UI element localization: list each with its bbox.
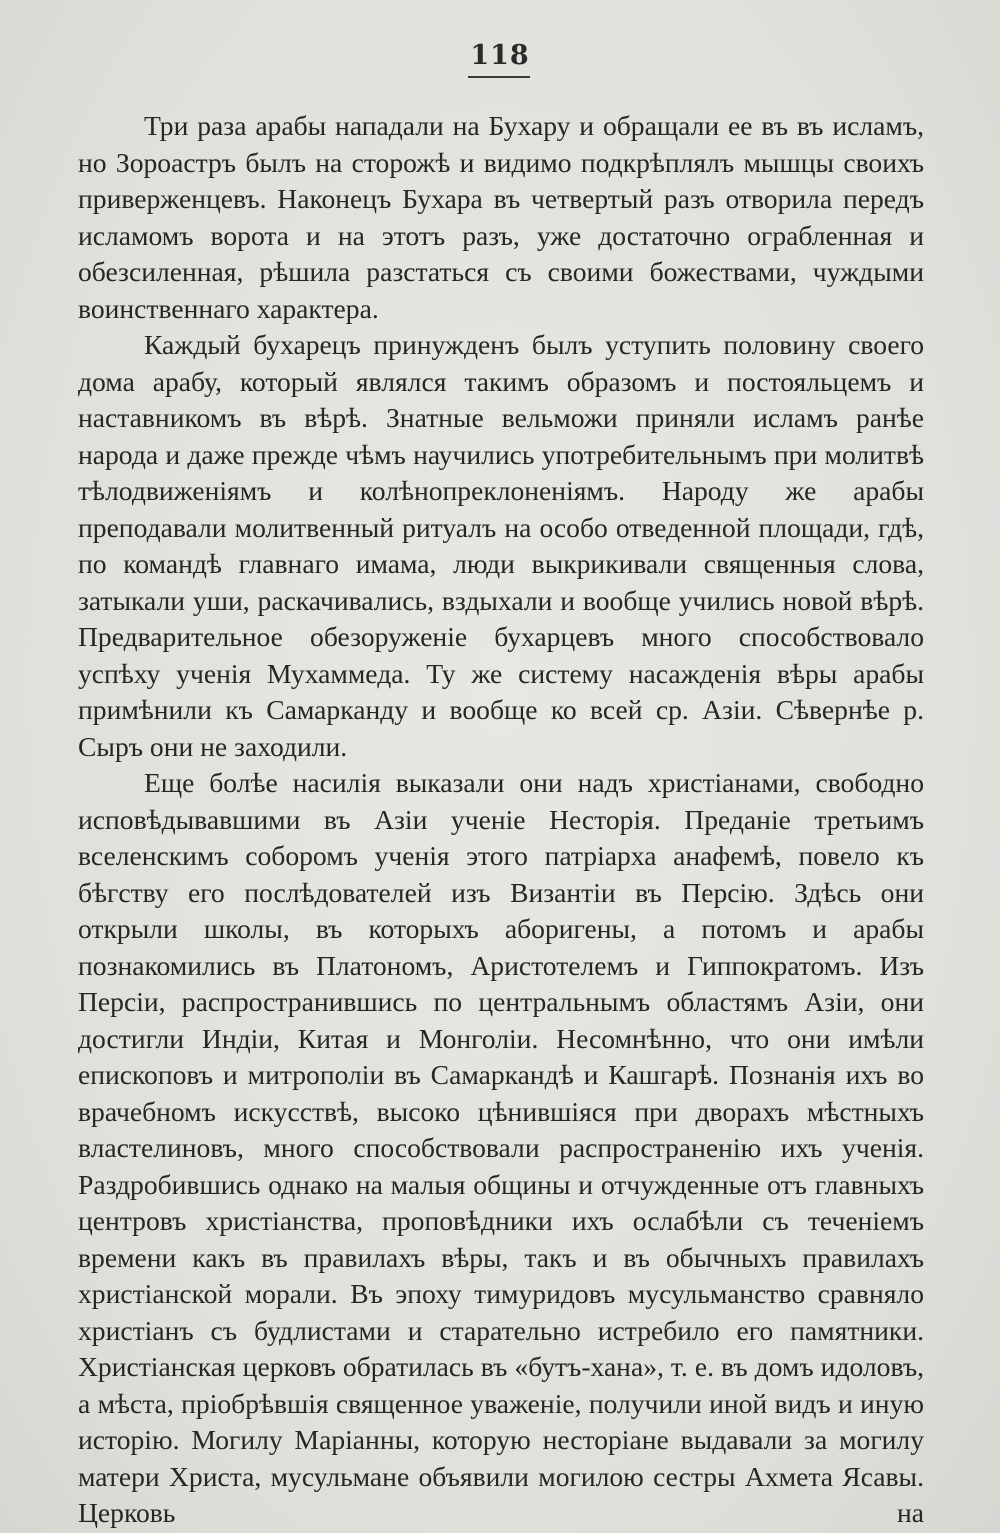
paragraph-3: Еще болѣе насилія выказали они надъ христіанами, свободно исповѣдывавшими въ Азіи ученіе Несторія. Преданіе третьимъ вселенскимъ соборомъ ученія этого патріарха анафемѣ, повело къ бѣгству его послѣдователей изъ Византіи въ Персію. Здѣсь они открыли школы, въ которыхъ аборигены, а потомъ и арабы познакомились въ Платономъ, Аристотелемъ и Гиппократомъ. Изъ Персіи, распространившись по центральнымъ областямъ Азіи, они достигли Индіи, Китая и Монголіи. Несомнѣнно, что они имѣли епископовъ и митрополіи въ Самаркандѣ и Кашгарѣ. Познанія ихъ во врачебномъ искусствѣ, высоко цѣнившіяся при дворахъ мѣстныхъ властелиновъ, много способствовали распространенію ихъ ученія. Раздробившись однако на малыя общины и отчужденные отъ главныхъ центровъ христіанства, проповѣдники ихъ ослабѣли съ теченіемъ времени какъ въ правилахъ вѣры, такъ и въ обычныхъ правилахъ христіанской морали. Въ эпоху тимуридовъ мусульманство сравняло христіанъ съ будлистами и старательно истребило его памятники. Христіанская церковъ обратилась въ «бутъ-хана», т. е. въ домъ идоловъ, а мѣста, пріобрѣвшія священное уваженіе, получили иной видъ и иную исторію. Могилу Маріанны, которую несторіане выдавали за могилу матери Христа, мусульмане объявили могилою сестры Ахмета Ясавы. Церковь на — [78, 767, 924, 1528]
page-number: 118 — [470, 40, 530, 71]
paragraph-2: Каждый бухарецъ принужденъ былъ уступить половину своего дома арабу, который являлся такимъ образомъ и постояльцемъ и наставникомъ въ вѣрѣ. Знатные вельможи приняли исламъ ранѣе народа и даже прежде чѣмъ научились употребительнымъ при молитвѣ тѣлодвиженіямъ и колѣнопреклоненіямъ. Народу же арабы преподавали молитвенный ритуалъ на особо отведенной площади, гдѣ, по командѣ главнаго имама, люди выкрикивали священныя слова, затыкали уши, раскачивались, вздыхали и вообще учились новой вѣрѣ. Предварительное обезоруженіе бухарцевъ много способствовало успѣху ученія Мухаммеда. Ту же систему насажденія вѣры арабы примѣнили къ Самарканду и вообще ко всей ср. Азіи. Сѣвернѣе р. Сыръ они не заходили. — [78, 329, 924, 762]
page-number-underline — [468, 76, 530, 78]
page-text-body — [78, 108, 924, 1532]
paragraph-1: Три раза арабы нападали на Бухару и обращали ее въ въ исламъ, но Зороастръ былъ на сторожѣ и видимо подкрѣплялъ мышцы своихъ приверженцевъ. Наконецъ Бухара въ четвертый разъ отворила передъ исламомъ ворота и на этотъ разъ, уже достаточно ограбленная и обезсиленная, рѣшила разстаться съ своими божествами, чуждыми воинственнаго характера. — [78, 110, 924, 324]
